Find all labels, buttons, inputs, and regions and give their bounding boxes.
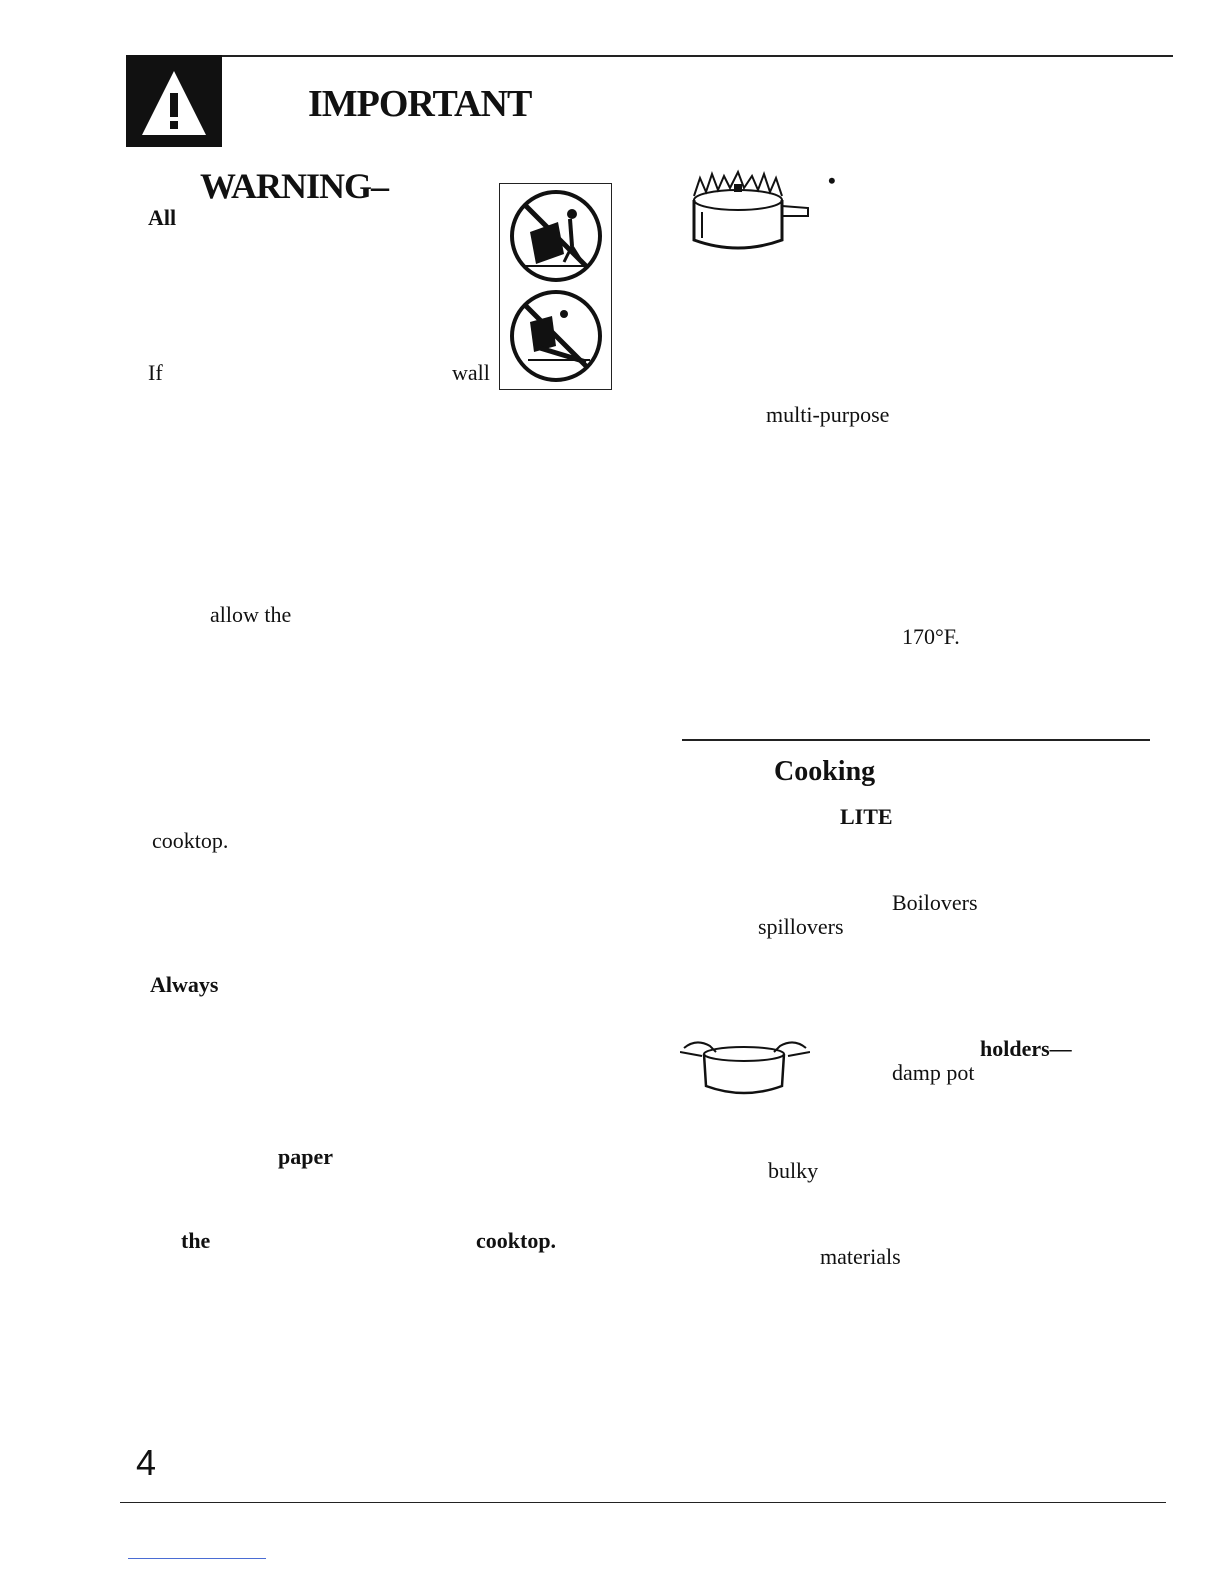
text-multi-purpose: multi-purpose	[766, 402, 890, 427]
pot-with-hands-icon	[680, 1034, 810, 1100]
page-title: IMPORTANT	[308, 83, 532, 125]
anti-tip-pictogram-box	[499, 183, 612, 390]
text-cooktop: cooktop.	[152, 828, 229, 853]
text-wall: wall	[452, 360, 490, 385]
header-rule	[220, 55, 1173, 57]
text-the: the	[181, 1228, 211, 1253]
no-leaning-on-door-icon	[500, 288, 611, 388]
warning-icon	[126, 55, 222, 147]
text-allow-the: allow the	[210, 602, 292, 627]
text-boilovers: Boilovers	[892, 890, 978, 915]
warning-heading: WARNING–	[200, 166, 389, 206]
bottom-link-underline	[128, 1558, 266, 1559]
text-bulky: bulky	[768, 1158, 819, 1183]
bullet: •	[828, 168, 836, 193]
section-divider	[682, 739, 1150, 741]
text-all: All	[148, 205, 177, 230]
no-climbing-on-door-icon	[500, 184, 611, 284]
text-if: If	[148, 360, 163, 385]
page-number: 4	[136, 1442, 157, 1483]
text-lite: LITE	[840, 804, 893, 829]
text-spillovers: spillovers	[758, 914, 844, 939]
text-damp-pot: damp pot	[892, 1060, 975, 1085]
text-temperature: 170°F.	[902, 624, 960, 649]
text-paper: paper	[278, 1144, 333, 1169]
text-holders: holders—	[980, 1036, 1072, 1061]
section-heading-cooking: Cooking	[774, 756, 876, 787]
text-materials: materials	[820, 1244, 901, 1269]
text-cooktop-bold: cooktop.	[476, 1228, 557, 1253]
text-always: Always	[150, 972, 219, 997]
footer-rule	[120, 1502, 1166, 1503]
flaming-pot-icon	[682, 168, 812, 258]
